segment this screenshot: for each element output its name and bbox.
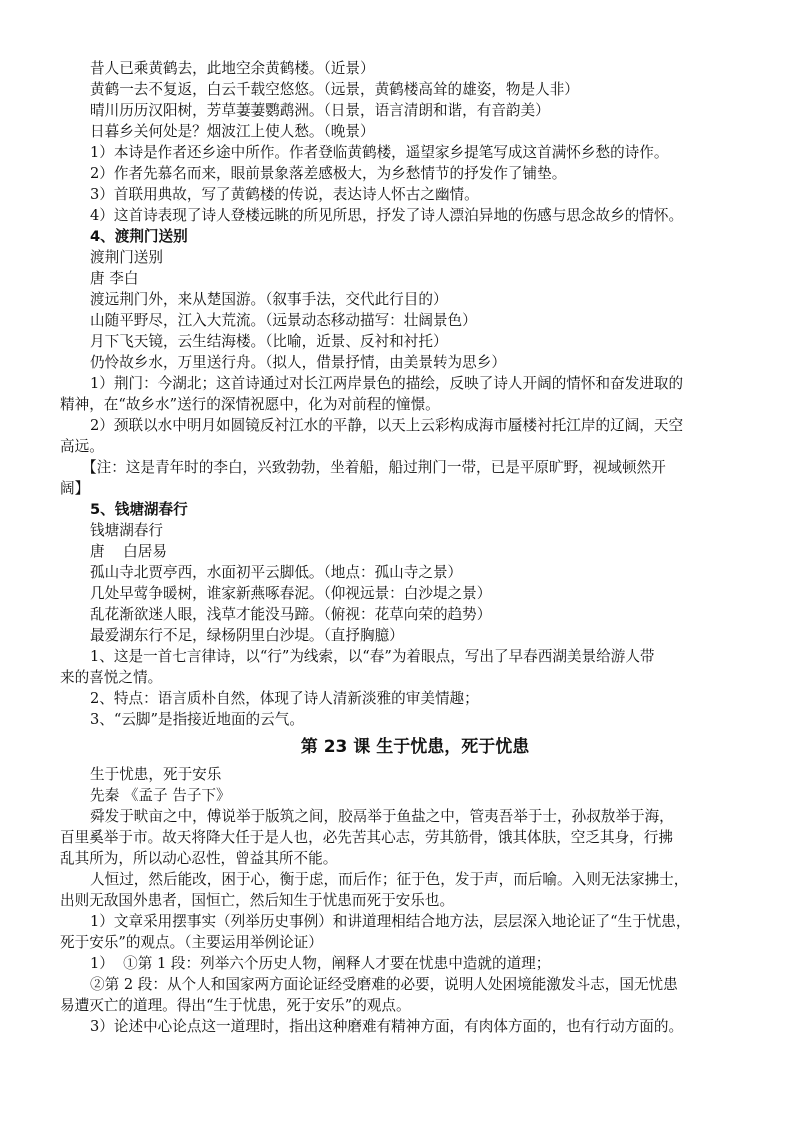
- poem-line: 渡远荆门外，来从楚国游。（叙事手法，交代此行目的）: [90, 291, 448, 308]
- note-line: 3、“云脚”是指接近地面的云气。: [90, 711, 304, 728]
- poem-line: 昔人已乘黄鹤去，此地空余黄鹤楼。（近景）: [90, 60, 375, 77]
- note-line: 1）文章采用摆事实（列举历史事例）和讲道理相结合地方法，层层深入地论证了“生于忧患，: [90, 913, 691, 930]
- note-line: 1）荆门：今湖北；这首诗通过对长江两岸景色的描绘，反映了诗人开阔的情怀和奋发进取的: [90, 375, 684, 392]
- poem-line: 黄鹤一去不复返，白云千载空悠悠。（远景，黄鹤楼高耸的雄姿，物是人非）: [90, 81, 579, 98]
- note-line: 2、特点：语言质朴自然，体现了诗人清新淡雅的审美情趣；: [90, 690, 479, 707]
- note-line-continued: 易遭灭亡的道理。得出“生于忧患，死于安乐”的观点。: [60, 997, 411, 1014]
- document-content: [60, 58, 740, 1037]
- poem-line: 月下飞天镜，云生结海楼。（比喻，近景、反衬和衬托）: [90, 333, 448, 350]
- poem-line: 几处早莺争暖树，谁家新燕啄春泥。（仰视远景：白沙堤之景）: [90, 585, 492, 602]
- poem-line: 最爱湖东行不足，绿杨阴里白沙堤。（直抒胸臆）: [90, 627, 404, 644]
- remark-line-continued: 阔】: [60, 480, 90, 497]
- note-line: 2）颈联以水中明月如圆镜反衬江水的平静，以天上云彩构成海市蜃楼衬托江岸的辽阔，天空: [90, 417, 684, 434]
- text-title: 生于忧患，死于安乐: [90, 766, 222, 783]
- note-line-continued: 来的喜悦之情。: [60, 669, 163, 686]
- section-heading: 4、渡荆门送别: [90, 228, 188, 245]
- remark-line: 【注：这是青年时的李白，兴致勃勃，坐着船，船过荆门一带，已是平原旷野，视域顿然开: [82, 459, 666, 476]
- note-line-continued: 精神，在“故乡水”送行的深情祝愿中，化为对前程的憧憬。: [60, 396, 440, 413]
- lesson-title: 第 23 课 生于忧患，死于忧患: [300, 737, 530, 757]
- paragraph-line-continued: 乱其所为，所以动心忍性，曾益其所不能。: [60, 850, 338, 867]
- text-author: 先秦 《孟子 告子下》: [90, 787, 231, 804]
- note-line: 1、这是一首七言律诗，以“行”为线索，以“春”为着眼点，写出了早春西湖美景给游人带: [90, 648, 655, 665]
- note-line: 1）本诗是作者还乡途中所作。作者登临黄鹤楼，遥望家乡提笔写成这首满怀乡愁的诗作。: [90, 144, 669, 161]
- poem-line: 仍怜故乡水，万里送行舟。（拟人，借景抒情，由美景转为思乡）: [90, 354, 506, 371]
- note-line-continued: 死于安乐”的观点。（主要运用举例论证）: [60, 934, 323, 951]
- note-line: 1） ①第 1 段：列举六个历史人物，阐释人才要在忧患中造就的道理；: [90, 955, 551, 972]
- paragraph-line: 人恒过，然后能改，困于心，衡于虑，而后作；征于色，发于声，而后喻。入则无法家拂士，: [90, 871, 689, 888]
- note-line: 3）首联用典故，写了黄鹤楼的传说，表达诗人怀古之幽情。: [90, 186, 479, 203]
- paragraph-line-continued: 百里奚举于市。故天将降大任于是人也，必先苦其心志，劳其筋骨，饿其体肤，空乏其身，行拂: [60, 829, 673, 846]
- note-line-continued: 高远。: [60, 438, 104, 455]
- note-line: 4）这首诗表现了诗人登楼远眺的所见所思，抒发了诗人漂泊异地的伤感与思念故乡的情怀。: [90, 207, 684, 224]
- paragraph-line-continued: 出则无敌国外患者，国恒亡，然后知生于忧患而死于安乐也。: [60, 892, 455, 909]
- poem-line: 日暮乡关何处是？烟波江上使人愁。（晚景）: [90, 123, 375, 140]
- poem-line: 山随平野尽，江入大荒流。（远景动态移动描写：壮阔景色）: [90, 312, 477, 329]
- note-line: ②第 2 段：从个人和国家两方面论证经受磨难的必要，说明人处困境能激发斗志，国无忧患: [90, 976, 678, 993]
- paragraph-line: 舜发于畎亩之中，傅说举于版筑之间，胶鬲举于鱼盐之中，管夷吾举于士，孙叔敖举于海，: [90, 808, 674, 825]
- note-line: 3）论述中心论点这一道理时，指出这种磨难有精神方面，有肉体方面的，也有行动方面的。: [90, 1018, 684, 1035]
- section-heading: 5、钱塘湖春行: [90, 501, 188, 518]
- poem-line: 孤山寺北贾亭西，水面初平云脚低。（地点：孤山寺之景）: [90, 564, 463, 581]
- poem-author: 唐 白居易: [90, 543, 167, 560]
- poem-line: 乱花渐欲迷人眼，浅草才能没马蹄。（俯视：花草向荣的趋势）: [90, 606, 492, 623]
- poem-title: 钱塘湖春行: [90, 522, 163, 539]
- poem-title: 渡荆门送别: [90, 249, 163, 266]
- note-line: 2）作者先慕名而来，眼前景象落差感极大，为乡愁情节的抒发作了铺垫。: [90, 165, 567, 182]
- poem-author: 唐 李白: [90, 270, 139, 287]
- poem-line: 晴川历历汉阳树，芳草萋萋鹦鹉洲。（日景，语言清朗和谐，有音韵美）: [90, 102, 550, 119]
